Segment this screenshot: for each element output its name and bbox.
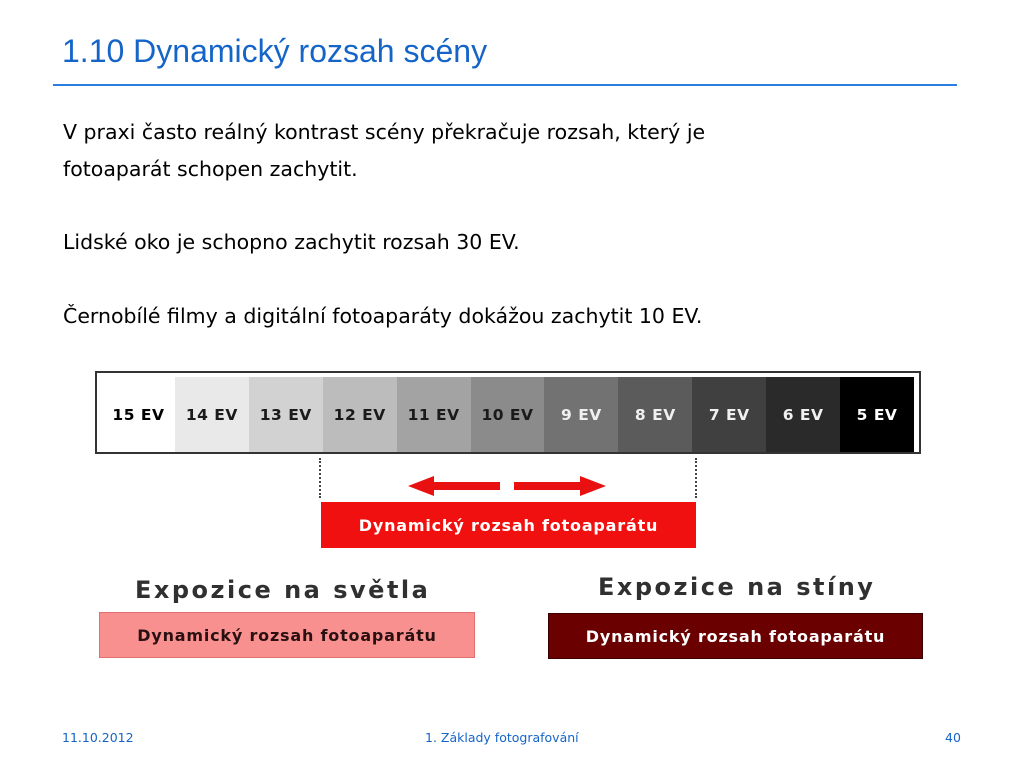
exposure-highlights-label: Dynamický rozsah fotoaparátu	[137, 625, 437, 645]
ev-cell: 11 EV	[397, 377, 471, 452]
ev-cell: 7 EV	[692, 377, 766, 452]
paragraph-film-digital: Černobílé filmy a digitální fotoaparáty dokážou zachytit 10 EV.	[63, 304, 703, 328]
exposure-shadows-label: Dynamický rozsah fotoaparátu	[585, 626, 886, 646]
ev-cell: 9 EV	[544, 377, 618, 452]
ev-cell: 5 EV	[840, 377, 914, 452]
paragraph-human-eye: Lidské oko je schopno zachytit rozsah 30 EV.	[63, 230, 520, 254]
ev-cell: 8 EV	[618, 377, 692, 452]
ev-cell: 13 EV	[249, 377, 323, 452]
footer-section: 1. Základy fotografování	[425, 730, 579, 745]
exposure-shadows-box	[548, 613, 923, 659]
ev-cell: 14 EV	[175, 377, 249, 452]
ev-scale-strip	[95, 371, 921, 454]
paragraph-contrast-line2: fotoaparát schopen zachytit.	[63, 157, 358, 181]
ev-scale-row	[102, 377, 914, 452]
paragraph-contrast	[63, 114, 705, 188]
ev-cell: 15 EV	[102, 377, 175, 452]
arrow-left-icon	[408, 476, 500, 496]
ev-cell: 12 EV	[323, 377, 397, 452]
exposure-highlights-heading: Expozice na světla	[135, 576, 431, 604]
footer-page-number: 40	[945, 730, 961, 745]
paragraph-contrast-line1: V praxi často reálný kontrast scény překračuje rozsah, který je	[63, 120, 706, 144]
camera-dynamic-range-box	[321, 502, 696, 548]
ev-cell: 10 EV	[471, 377, 545, 452]
range-marker-left	[319, 458, 321, 498]
range-marker-right	[695, 458, 697, 498]
footer-date: 11.10.2012	[62, 730, 134, 745]
arrow-right-icon	[514, 476, 606, 496]
title-divider	[53, 84, 957, 86]
exposure-shadows-heading: Expozice na stíny	[598, 573, 876, 601]
camera-dynamic-range-label: Dynamický rozsah fotoaparátu	[358, 515, 659, 535]
exposure-highlights-box	[99, 612, 475, 658]
slide-title: 1.10 Dynamický rozsah scény	[62, 33, 488, 69]
ev-cell: 6 EV	[766, 377, 840, 452]
range-arrows-icon	[408, 474, 608, 498]
